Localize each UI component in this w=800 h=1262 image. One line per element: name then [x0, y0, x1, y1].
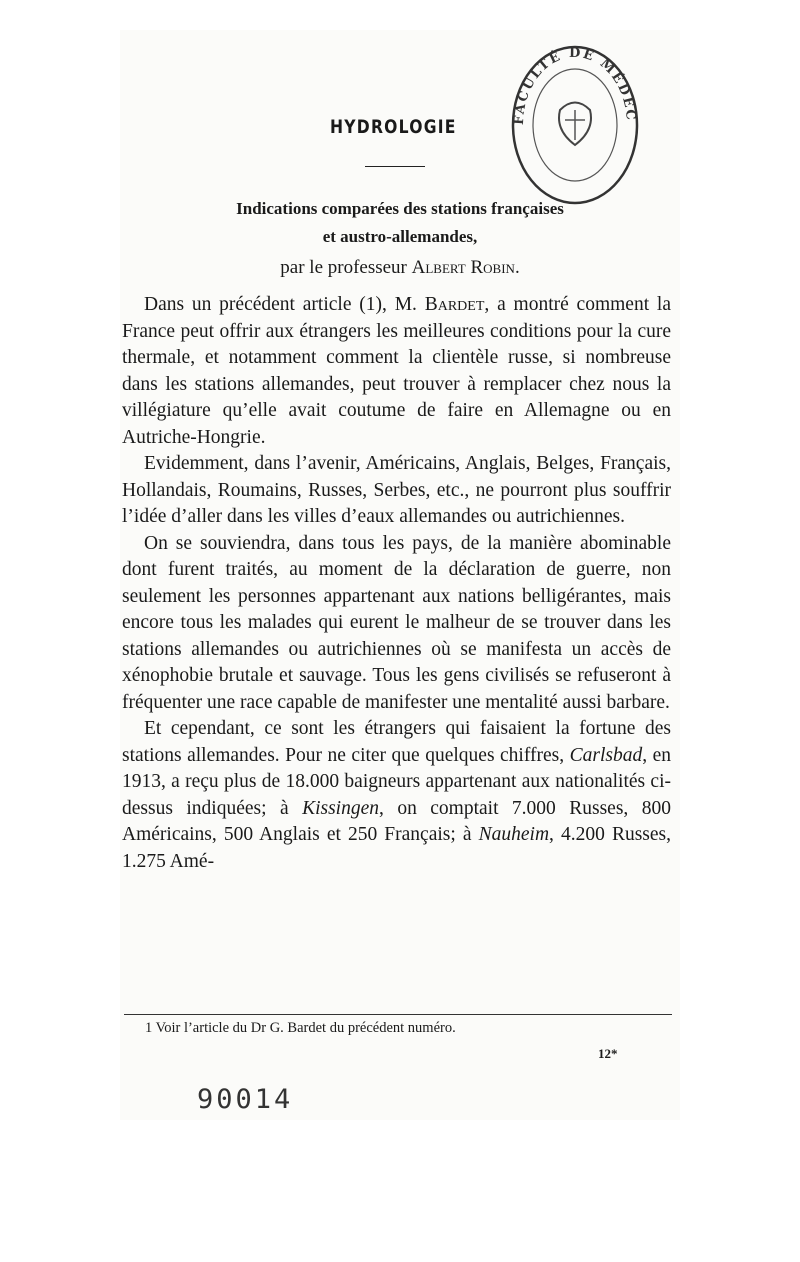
footnote: 1 Voir l’article du Dr G. Bardet du précédent numéro.: [145, 1020, 456, 1036]
footnote-rule: [124, 1014, 672, 1015]
paragraph-3: On se souviendra, dans tous les pays, de la manière abominable dont furent traités, au moment de la déclaration de guerre, non seulement les personnes appartenant aux nations belligérantes, mais encore tous les malades qui eurent le malheur de se trouver dans les stations allemandes ou autrichiennes où se manifesta un accès de xénophobie brutale et sauvage. Tous les gens civilisés se refuseront à fréquenter une race capable de manifester une mentalité aussi barbare.: [122, 532, 671, 713]
article-title-line1: Indications comparées des stations françaises: [236, 199, 564, 218]
paragraph-4: Et cependant, ce sont les étrangers qui faisaient la fortune des stations allemandes. Pour ne citer que quelques chiffres, Carlsbad, en 1913, a reçu plus de 18.000 baigneurs appartenant aux nationalités ci-dessus indiquées; à Kissingen, on comptait 7.000 Russes, 800 Américains, 500 Anglais et 250 Français; à Nauheim, 4.200 Russes, 1.275 Amé-: [122, 718, 671, 872]
byline: [120, 257, 680, 279]
author-reference: Bardet: [424, 294, 485, 315]
author-name: Albert Robin.: [411, 257, 520, 278]
place-kissingen: Kissingen: [302, 797, 379, 819]
article-title-line2: et austro-allemandes,: [322, 227, 478, 246]
section-title: HYDROLOGIE: [330, 116, 457, 138]
place-carlsbad: Carlsbad: [569, 744, 643, 766]
library-seal-stamp-icon: [505, 40, 645, 210]
shelfmark: 90014: [197, 1084, 294, 1115]
paragraph-1: Dans un précédent article (1), M. Bardet, a montré comment la France peut offrir aux étrangers les meilleures conditions pour la cure thermale, et notamment comment la clientèle russe, si nombreuse dans les stations allemandes, peut trouver à remplacer chez nous la villégiature qu’elle avait coutume de faire en Allemagne ou en Autriche-Hongrie.: [122, 294, 671, 448]
article-body: [122, 292, 671, 875]
svg-text:FACULTÉ DE MÉDECINE DE PARIS: [505, 40, 638, 125]
stamp-text: FACULTÉ DE MÉDEC: [511, 45, 639, 126]
signature-mark: 12*: [598, 1046, 618, 1061]
title-rule: [365, 166, 425, 167]
paragraph-2: Evidemment, dans l’avenir, Américains, Anglais, Belges, Français, Hollandais, Roumains, Russes, Serbes, etc., ne pourront plus souffrir l’idée d’aller dans les villes d’eaux allemandes ou autrichiennes.: [122, 453, 671, 527]
library-stamp: [505, 40, 645, 210]
byline-prefix: par le professeur: [280, 257, 412, 278]
place-nauheim: Nauheim: [478, 824, 550, 845]
